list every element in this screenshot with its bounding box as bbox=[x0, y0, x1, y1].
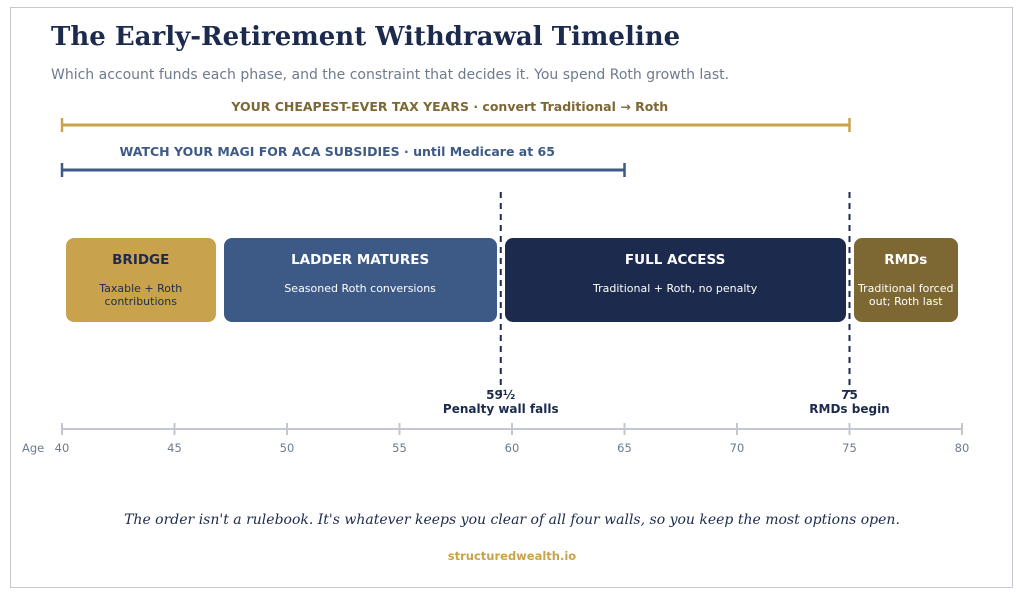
page-title: The Early-Retirement Withdrawal Timeline bbox=[51, 22, 681, 52]
axis-tick-label: 50 bbox=[279, 441, 295, 455]
phase-name: FULL ACCESS bbox=[624, 252, 726, 268]
marker-rmds-begin bbox=[809, 388, 889, 416]
phase-full-access bbox=[505, 238, 846, 322]
phase-name: RMDs bbox=[884, 252, 928, 268]
tax-years-bracket-label: YOUR CHEAPEST-EVER TAX YEARS · convert Traditional → Roth bbox=[231, 99, 669, 114]
axis-tick-label: 65 bbox=[617, 441, 632, 455]
phase-description: Traditional forced out; Roth last bbox=[858, 282, 954, 308]
aca-magi-bracket-label: WATCH YOUR MAGI FOR ACA SUBSIDIES · until Medicare at 65 bbox=[119, 144, 555, 159]
axis-tick-label: 40 bbox=[54, 441, 70, 455]
page-subtitle: Which account funds each phase, and the constraint that decides it. You spend Roth growth last. bbox=[51, 67, 730, 83]
marker-age: 59½ bbox=[486, 388, 516, 402]
marker-caption: Penalty wall falls bbox=[442, 402, 559, 416]
phase-description: Taxable + Roth contributions bbox=[99, 282, 183, 308]
footer-quote: The order isn't a rulebook. It's whatever keeps you clear of all four walls, so you keep the most options open. bbox=[124, 512, 900, 528]
axis-tick-label: 75 bbox=[842, 441, 857, 455]
phase-rmds bbox=[854, 238, 959, 322]
axis-tick-label: 55 bbox=[392, 441, 407, 455]
phase-name: LADDER MATURES bbox=[291, 252, 430, 268]
phase-bridge bbox=[66, 238, 216, 322]
phase-name: BRIDGE bbox=[112, 252, 170, 268]
phase-description: Traditional + Roth, no penalty bbox=[593, 282, 758, 295]
axis-tick-label: 45 bbox=[167, 441, 182, 455]
marker-caption: RMDs begin bbox=[809, 402, 890, 416]
axis-tick-label: 70 bbox=[729, 441, 745, 455]
marker-penalty-wall bbox=[443, 388, 559, 416]
phase-description: Seasoned Roth conversions bbox=[284, 282, 436, 295]
axis-tick-label: 60 bbox=[504, 441, 520, 455]
marker-age: 75 bbox=[841, 388, 858, 402]
phase-ladder-matures bbox=[224, 238, 497, 322]
axis-tick-label: 80 bbox=[954, 441, 970, 455]
axis-label: Age bbox=[22, 441, 45, 455]
footer-url: structuredwealth.io bbox=[447, 549, 577, 563]
